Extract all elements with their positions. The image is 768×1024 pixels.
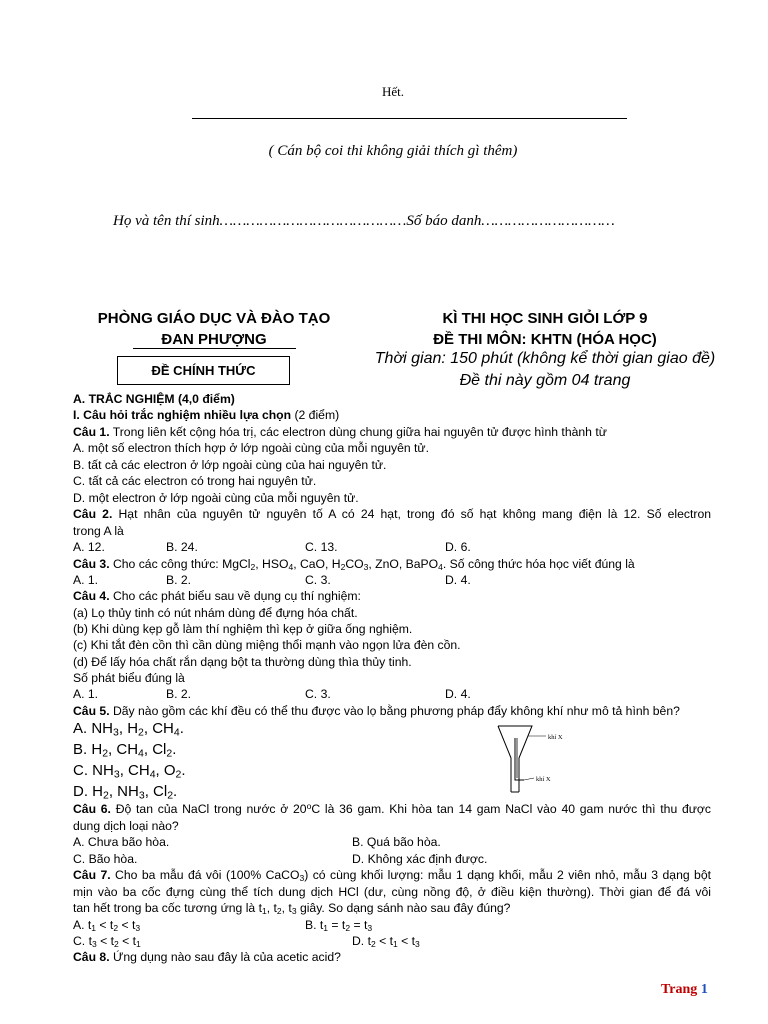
q1-option-b: B. tất cả các electron ở lớp ngoài cùng của hai nguyên tử. — [73, 458, 387, 472]
q4-ask: Số phát biểu đúng là — [73, 671, 185, 685]
candidate-info-line: Họ và tên thí sinh……………………………………Số báo danh………………………… — [113, 213, 615, 229]
q7-option-c: C. $t_3 < t_2 < t_1$ — [73, 934, 141, 950]
q3-option-a: A. 1. — [73, 573, 99, 587]
q3-text: , ZnO, BaPO — [368, 557, 439, 571]
question-2-cont: trong A là — [73, 524, 124, 538]
q6-option-a: A. Chưa bão hòa. — [73, 835, 170, 849]
subscript: 4 — [288, 562, 294, 573]
question-1 — [73, 424, 607, 440]
subscript: 4 — [438, 562, 443, 573]
q2-option-c: C. 13. — [305, 540, 338, 554]
question-7-cont: mịn vào ba cốc đựng cùng thể tích dung dịch HCl (dư, cùng nồng độ, ở điều kiện thường). Thời gian để đá vôi — [73, 885, 711, 899]
question-label: Câu 6. — [73, 802, 111, 816]
q4-option-d: D. 4. — [445, 687, 471, 701]
official-exam-box — [117, 356, 290, 385]
question-5 — [73, 703, 680, 719]
q1-option-a: A. một số electron thích hợp ở lớp ngoài cùng của mỗi nguyên tử. — [73, 441, 429, 455]
section-subtitle — [73, 407, 339, 423]
q4-option-a: A. 1. — [73, 687, 99, 701]
q6-option-d: D. Không xác định được. — [352, 852, 488, 866]
section-subtitle-text: I. Câu hỏi trắc nghiệm nhiều lựa chọn — [73, 408, 292, 422]
question-6 — [73, 801, 711, 817]
page-word: Trang — [661, 982, 701, 997]
q4-statement-d: (d) Để lấy hóa chất rắn dạng bột ta thường dùng thìa thủy tinh. — [73, 655, 412, 669]
q3-text: CO — [345, 557, 364, 571]
proctor-note: ( Cán bộ coi thi không giải thích gì thêm) — [268, 143, 518, 159]
section-title: A. TRẮC NGHIỆM (4,0 điểm) — [73, 392, 235, 406]
question-label: Câu 4. — [73, 589, 110, 603]
q2-option-a: A. 12. — [73, 540, 105, 554]
question-7 — [73, 867, 711, 883]
section-subtitle-points: (2 điểm) — [291, 408, 340, 422]
q4-statement-b: (b) Khi dùng kẹp gỗ làm thí nghiệm thì kẹp ở giữa ống nghiệm. — [73, 622, 413, 636]
q3-text: , CaO, H — [293, 557, 341, 571]
q2-option-d: D. 6. — [445, 540, 471, 554]
subscript: 2 — [340, 562, 346, 573]
question-4 — [73, 588, 361, 604]
question-text: Cho các phát biểu sau về dụng cụ thí nghiệm: — [109, 589, 361, 603]
q1-option-d: D. một electron ở lớp ngoài cùng của mỗi nguyên tử. — [73, 491, 359, 505]
exam-title: KÌ THI HỌC SINH GIỎI LỚP 9 — [442, 310, 648, 327]
label-gas-top: khí X — [548, 734, 563, 741]
question-3 — [73, 556, 635, 572]
question-text: ) có cùng khối lượng: mẫu 1 dạng khối, mẫu 2 viên nhỏ, mẫu 3 dạng bột — [304, 868, 711, 882]
q4-option-b: B. 2. — [166, 687, 192, 701]
question-text: Độ tan của NaCl trong nước ở 20 — [110, 802, 307, 816]
q4-option-c: C. 3. — [305, 687, 331, 701]
label-leader-bottom — [524, 778, 534, 780]
q5-option-a: A. $NH_3$, $H_2$, $CH_4$. — [73, 720, 184, 739]
label-gas-bottom: khí X — [536, 776, 551, 783]
q3-text: . Số công thức hóa học viết đúng là — [442, 557, 635, 571]
q3-option-c: C. 3. — [305, 573, 331, 587]
district-underline — [133, 348, 296, 349]
question-label: Câu 2. — [73, 507, 113, 521]
q3-option-b: B. 2. — [166, 573, 192, 587]
question-8 — [73, 949, 341, 965]
divider-line — [192, 118, 627, 119]
exam-pages-note: Đề thi này gồm 04 trang — [459, 372, 631, 389]
page-number — [661, 982, 708, 998]
q7-option-b: B. $t_1 = t_2 = t_3$ — [305, 918, 373, 934]
gas-collection-apparatus-figure — [488, 718, 578, 798]
question-text: Dãy nào gồm các khí đều có thể thu được vào lọ bằng phương pháp đẩy không khí như mô tả hình bên? — [109, 704, 680, 718]
q2-option-b: B. 24. — [166, 540, 198, 554]
q6-option-c: C. Bão hòa. — [73, 852, 138, 866]
page-number-value: 1 — [700, 982, 708, 997]
question-label: Câu 7. — [73, 868, 111, 882]
q7-option-a: A. $t_1 < t_2 < t_3$ — [73, 918, 141, 934]
q4-statement-a: (a) Lọ thủy tinh có nút nhám dùng để đựng hóa chất. — [73, 606, 358, 620]
question-2 — [73, 506, 711, 522]
q5-option-d: D. $H_2$, $NH_3$, $Cl_2$. — [73, 783, 178, 802]
q5-option-b: B. $H_2$, $CH_4$, $Cl_2$. — [73, 741, 177, 760]
subscript: 2 — [250, 562, 256, 573]
q5-option-c: C. $NH_3$, $CH_4$, $O_2$. — [73, 762, 186, 781]
question-label: Câu 5. — [73, 704, 110, 718]
q3-option-d: D. 4. — [445, 573, 471, 587]
question-label: Câu 3. — [73, 557, 110, 571]
department-name: PHÒNG GIÁO DỤC VÀ ĐÀO TẠO — [97, 310, 331, 327]
q3-text: , HSO — [255, 557, 289, 571]
question-6-cont: dung dịch loại nào? — [73, 819, 179, 833]
question-text: Trong liên kết cộng hóa trị, các electron dùng chung giữa hai nguyên tử được hình thành từ — [109, 425, 607, 439]
question-text: Ứng dụng nào sau đây là của acetic acid? — [109, 950, 341, 964]
q7-option-d: D. $t_2 < t_1 < t_3$ — [352, 934, 420, 950]
official-exam-label: ĐỀ CHÍNH THỨC — [151, 363, 256, 378]
q1-option-c: C. tất cả các electron có trong hai nguyên tử. — [73, 474, 317, 488]
question-label: Câu 8. — [73, 950, 110, 964]
subscript: 3 — [363, 562, 369, 573]
exam-subject: ĐỀ THI MÔN: KHTN (HÓA HỌC) — [433, 331, 657, 348]
q4-statement-c: (c) Khi tắt đèn cồn thì cần dùng miệng thổi mạnh vào ngọn lửa đèn cồn. — [73, 638, 461, 652]
question-7-cont2: tan hết trong ba cốc tương ứng là $t_1$, $t_2$, $t_3$ giây. So dạng sánh nào sau đây đúng? — [73, 901, 511, 917]
district-name: ĐAN PHƯỢNG — [161, 331, 267, 348]
question-text: Cho ba mẫu đá vôi (100% CaCO — [110, 868, 300, 882]
exam-time: Thời gian: 150 phút (không kể thời gian giao đề) — [374, 350, 716, 367]
question-text: C là 36 gam. Khi hòa tan 14 gam NaCl vào 40 gam nước thì thu được — [311, 802, 712, 816]
subscript: 3 — [299, 873, 305, 884]
question-text: Hạt nhân của nguyên tử nguyên tố A có 24 hạt, trong đó số hạt không mang điện là 12. Số electron — [112, 507, 711, 521]
q6-option-b: B. Quá bão hòa. — [352, 835, 441, 849]
jar-outline-left — [498, 726, 511, 792]
end-mark: Hết. — [381, 84, 405, 99]
question-label: Câu 1. — [73, 425, 110, 439]
superscript: o — [306, 801, 312, 812]
q3-text: Cho các công thức: MgCl — [109, 557, 251, 571]
